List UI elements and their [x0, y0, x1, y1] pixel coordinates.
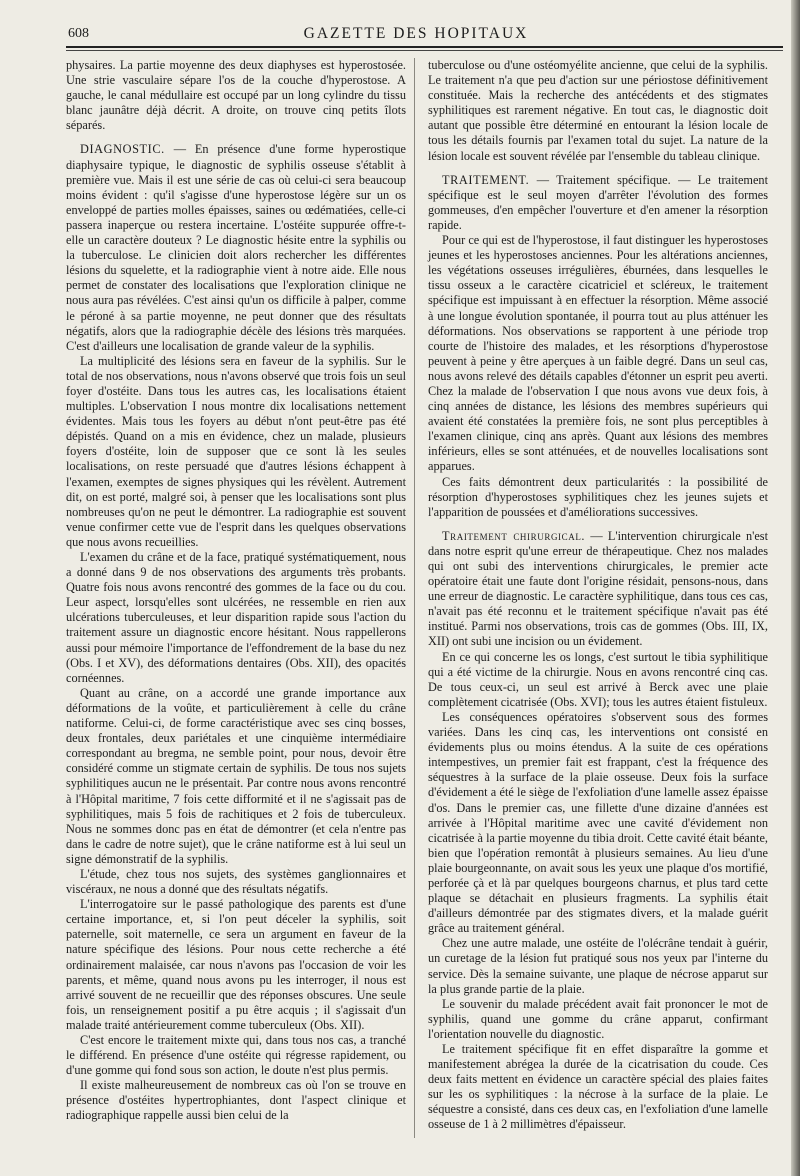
paragraph-text: L'examen du crâne et de la face, pratiqué systématiquement, nous a donné dans 9 de nos observations des arguments très probants. Quatre fois nous avons rencontré des gommes de la face ou du cou. Leur aspect, lorsqu'elles sont ulcérées, ne ressemble en rien aux ulcérations tuberculeuses, et leur disparition rapide sous l'action du traitement assure un diagnostic encore hésitant. Nous rappellerons aussi pour mémoire l'importance de l'effondrement de la base du nez (Obs. I et XV), des déformations dentaires (Obs. XII), des opacités cornéennes. — [66, 550, 406, 685]
paragraph-text: tuberculose ou d'une ostéomyélite ancienne, que celui de la syphilis. Le traitement n'a que peu d'action sur une périostose définitivement constituée. Mais la recherche des antécédents et des stigmates syphilitiques est rarement négative. En tout cas, le diagnostic doit autant que possible être déterminé en entourant la lésion locale de tous les détails fournis par l'examen total du sujet. La nature de la lésion locale est souvent révélée par l'ensemble du tableau clinique. — [428, 58, 768, 163]
paragraph-text: Il existe malheureusement de nombreux cas où l'on se trouve en présence d'ostéites hypertrophiantes, dont l'aspect clinique et radiographique rappelle aussi bien celui de la — [66, 1078, 406, 1123]
paragraph — [66, 897, 406, 1033]
paragraph — [66, 1078, 406, 1123]
column-divider — [414, 58, 415, 1138]
paragraph-text: Le traitement spécifique fit en effet disparaître la gomme et manifestement abrégea la durée de la cicatrisation du coude. Ces deux faits mettent en évidence un caractère spécial des plaies faites sur les os syphilitiques : la nécrose à la surface de la plaie. Le séquestre a consisté, dans ces deux cas, en l'exfoliation d'une lamelle osseuse de 1 à 2 millimètres d'épaisseur. — [428, 1042, 768, 1132]
header-rule-thick — [66, 46, 783, 48]
paragraph-text: — L'intervention chirurgicale n'est dans notre esprit qu'une erreur de thérapeutique. Chez nos malades qui ont subi des interventions chirurgicales, le premier acte opératoire était une faute dont l'origine résidait, pensons-nous, dans une erreur de diagnostic. Le caractère syphilitique, dans tous ces cas, n'avait pas été reconnu et le traitement spécifique n'avait pas été institué. Parmi nos observations, trois cas de gommes (Obs. III, IX, XII) ont subi une incision ou un évidement. — [428, 528, 768, 649]
paragraph — [428, 529, 768, 650]
paragraph — [66, 58, 406, 133]
paragraph — [428, 936, 768, 996]
paragraph-text: La multiplicité des lésions sera en faveur de la syphilis. Sur le total de nos observations, nous n'avons observé que trois fois un seul foyer d'ostéite. Dans tous les autres cas, les localisations étaient multiples. L'observation I nous montre dix localisations nettement évidentes. Mais tous les foyers au début n'ont peut-être pas été dépistés. Quand on a mis en évidence, chez un malade, plusieurs foyers d'ostéite, loin de supposer que ce sont là les seules localisations, on reste persuadé que d'autres lésions échappent à l'examen, exemptes de signes physiques qui les révèlent. Autrement dit, on est porté, malgré soi, à penser que les localisations sont plus nombreuses qu'on ne peut le démontrer. La radiographie est souvent venue confirmer cette vue de l'esprit dans les quelques observations que nous avons recueillies. — [66, 353, 406, 549]
paragraph — [66, 142, 406, 353]
page-header — [48, 22, 784, 48]
paragraph — [66, 1033, 406, 1078]
paragraph — [428, 650, 768, 710]
journal-title: GAZETTE DES HOPITAUX — [303, 25, 529, 42]
paragraph-text: Les conséquences opératoires s'observent sous des formes variées. Dans les cinq cas, les interventions ont consisté en évidements plus ou moins étendus. A la suite de ces opérations intempestives, un premier fait est frappant, c'est la fréquence des séquestres à la surface de la plaie osseuse. Deux fois la surface d'évidement a été le siège de l'exfoliation d'une lamelle assez épaisse d'os. Dans le premier cas, une fillette d'une dizaine d'années est arrivée à l'Hôpital maritime avec une cavité d'évidement non cicatrisée à la partie moyenne du tibia droit. Cette cavité était béante, bien que l'opération remontât à plusieurs semaines. Au lieu d'une plaie bourgeonnante, on avait sous les yeux une plaque d'os mortifié, perforée çà et là par quelques bourgeons charnus, et plus tard cette plaque se détachait en plusieurs fragments. La syphilis était d'ailleurs démontrée par des stigmates divers, et la malade guérit grâce au traitement général. — [428, 709, 768, 936]
right-column — [428, 58, 768, 1133]
paragraph — [66, 550, 406, 686]
paragraph-text: Le souvenir du malade précédent avait fait prononcer le mot de syphilis, quand une gomme du crâne apparut, confirmant l'orientation nouvelle du diagnostic. — [428, 996, 768, 1041]
left-column — [66, 58, 406, 1124]
paragraph-text: Ces faits démontrent deux particularités : la possibilité de résorption d'hyperostoses syphilitiques chez les jeunes sujets et l'apparition de poussées et d'améliorations successives. — [428, 474, 768, 519]
paragraph-text: En ce qui concerne les os longs, c'est surtout le tibia syphilitique qui a été victime de la chirurgie. Nous en avons rencontré cinq cas. De tous ceux-ci, un seul est arrivé à Berck avec une plaie complètement cicatrisée (Obs. XVI); tous les autres étaient fistuleux. — [428, 649, 768, 709]
section-heading: Traitement chirurgical. — [442, 528, 586, 543]
paragraph — [428, 173, 768, 233]
paragraph — [428, 58, 768, 164]
paragraph — [428, 475, 768, 520]
paragraph — [428, 1042, 768, 1133]
paragraph — [66, 867, 406, 897]
paragraph-text: Pour ce qui est de l'hyperostose, il faut distinguer les hyperostoses jeunes et les hyperostoses anciennes. Pour les altérations anciennes, les végétations osseuses irrégulières, éburnées, dans lesquelles le tissu osseux a le caractère cicatriciel et scléreux, le traitement spécifique est impuissant à en effectuer la résorption. Même associé à une longue évolution spontanée, il pourra tout au plus atténuer les déformations. Nos observations se rapportent à une période trop courte de l'histoire des malades, et les résorptions d'hyperostose peuvent à peine y être aperçues à un faible degré. Dans un seul cas, nous avons relevé des détails capables d'étonner un esprit peu averti. Chez la malade de l'observation I que nous avons vue deux fois, à cinq années de distance, les lésions des membres supérieurs qui avaient été constatées la première fois, ne sont plus perceptibles à l'examen clinique, cinq ans après. Quant aux lésions des membres inférieurs, elles se sont atténuées, et de nouvelles localisations sont apparues. — [428, 233, 768, 474]
paragraph-text: — Traitement spécifique. — Le traitement spécifique est le seul moyen d'arrêter l'évolution des formes gommeuses, d'en empêcher l'ouverture et d'en amener la résorption rapide. — [428, 172, 768, 232]
paragraph-text: Quant au crâne, on a accordé une grande importance aux déformations de la voûte, et particulièrement à celle du crâne natiforme. Celui-ci, de forme caractéristique avec ses cinq bosses, deux frontales, deux pariétales et une cinquième intermédiaire correspondant au bregma, ne semble point, pour nous, devoir être considéré comme un stigmate certain de syphilis. De tous nos sujets syphilitiques aucun ne le présentait. Par contre nous avons rencontré à l'Hôpital maritime, 7 fois cette difformité et il ne s'agissait pas de syphilitiques, mais 5 fois de rachitiques et 2 fois de tuberculeux. Nous ne sommes donc pas en état de démontrer (et cela n'entre pas dans le cadre de notre sujet), que le crâne natiforme est à lui seul un signe démonstratif de la syphilis. — [66, 685, 406, 866]
header-rule-thin — [66, 50, 783, 51]
paragraph — [66, 686, 406, 867]
paragraph — [428, 233, 768, 475]
paragraph-text: physaires. La partie moyenne des deux diaphyses est hyperostosée. Une strie vasculaire sépare l'os de la couche d'hyperostose. A gauche, le canal médullaire est occupé par un long cylindre du tissu blanc jaunâtre déjà décrit. A droite, on trouve cinq petits îlots séparés. — [66, 58, 406, 133]
section-heading: TRAITEMENT. — [442, 172, 530, 187]
paragraph-text: Chez une autre malade, une ostéite de l'olécrâne tendait à guérir, un curetage de la lésion fut pratiqué sous nos yeux par l'interne du service. Dès la semaine suivante, une plaque de nécrose apparut sur la plus grande partie de la plaie. — [428, 936, 768, 996]
paragraph-text: L'étude, chez tous nos sujets, des systèmes ganglionnaires et viscéraux, ne nous a donné que des résultats négatifs. — [66, 866, 406, 897]
paragraph — [66, 354, 406, 550]
paragraph-text: — En présence d'une forme hyperostique diaphysaire typique, le diagnostic de syphilis osseuse s'établit à première vue. Mais il est une série de cas où celui-ci sera beaucoup moins évident : qu'il s'agisse d'une hyperostose légère sur un os enveloppé de parties molles épaisses, saines ou œdématiées, celle-ci passera inaperçue ou restera incertaine. L'ostéite suppurée offre-t-elle un caractère douteux ? Le diagnostic hésite entre la syphilis ou la tuberculose. Le clinicien doit alors rechercher les différentes lésions du squelette, et la radiographie vient à notre aide. Elle nous permet de constater des localisations que l'exploration clinique ne nous aura pas révélées. C'est ainsi qu'un os difficile à palper, comme le péroné à sa partie moyenne, ne peut donner que des résultats négatifs, alors que la radiographie décèle des lésions très marquées. C'est d'ailleurs une localisation de grande valeur de la syphilis. — [66, 142, 406, 353]
section-heading: DIAGNOSTIC. — [80, 142, 165, 157]
paragraph-text: C'est encore le traitement mixte qui, dans tous nos cas, a tranché le différend. En présence d'une ostéite qui régresse rapidement, ou d'une gomme qui fond sous son action, le doute n'est plus permis. — [66, 1033, 406, 1078]
paragraph-text: L'interrogatoire sur le passé pathologique des parents est d'une certaine importance, et, si l'on peut déceler la syphilis, soit paternelle, soit maternelle, ce sera un argument en faveur de la nature spécifique des lésions. Pour nous cette recherche a été ordinairement malaisée, car nous n'avons pas l'occasion de voir les parents, et même, quand nous avons pu les interroger, il nous est arrivé souvent de ne recueillir que des réponses obscures. Une seule fois, un renseignement positif a pu être acquis ; il s'agissait d'un malade traité antérieurement comme tuberculeux (Obs. XII). — [66, 897, 406, 1032]
scan-edge-shadow — [791, 0, 800, 1176]
page-number: 608 — [68, 26, 89, 41]
paragraph — [428, 997, 768, 1042]
paragraph — [428, 710, 768, 936]
